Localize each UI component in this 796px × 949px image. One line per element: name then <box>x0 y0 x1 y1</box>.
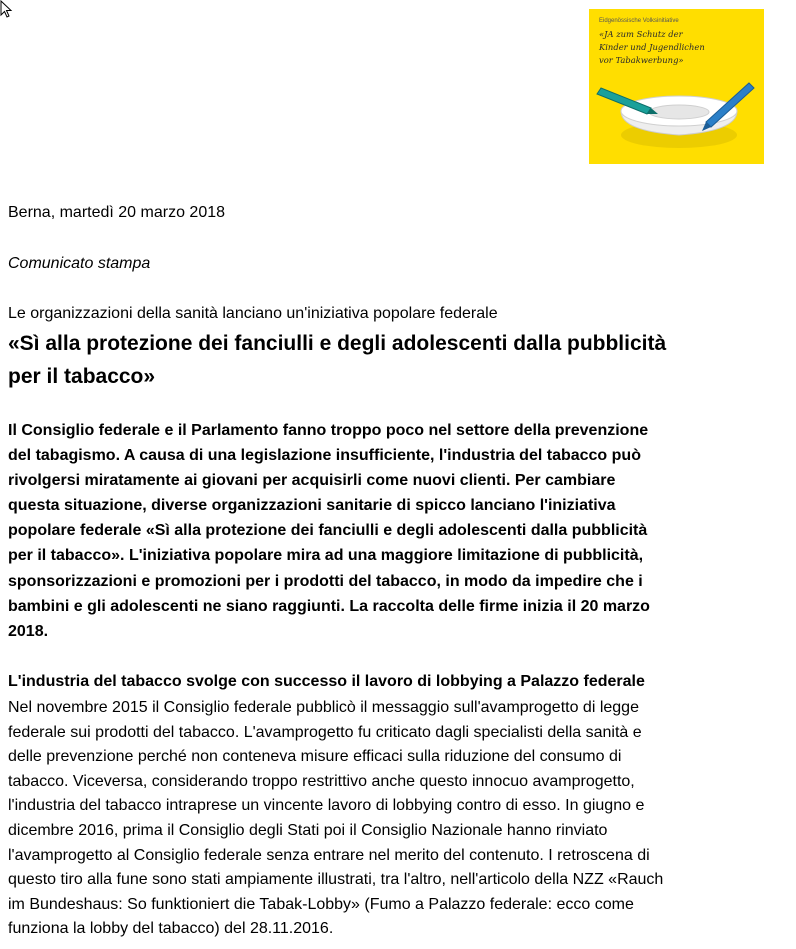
section-heading: L'industria del tabacco svolge con successo il lavoro di lobbying a Palazzo federale <box>8 673 645 690</box>
body-line: questo tiro alla fune sono stati ampiamente illustrati, tra l'altro, nell'articolo della NZZ «Rauch <box>8 871 664 889</box>
lead-line: Il Consiglio federale e il Parlamento fanno troppo poco nel settore della prevenzione <box>8 422 649 439</box>
headline <box>8 327 768 393</box>
headline-line: per il tabacco» <box>8 365 156 388</box>
body-line: funziona la lobby del tabacco) del 28.11.2016. <box>8 920 334 938</box>
lead-line: rivolgersi miratamente ai giovani per acquisirli come nuovi clienti. Per cambiare <box>8 472 616 490</box>
logo-slogan-line: Kinder und Jugendlichen <box>599 42 705 52</box>
lead-paragraph <box>8 418 768 644</box>
dateline: Berna, martedì 20 marzo 2018 <box>8 204 226 221</box>
logo-slogan-line: «JA zum Schutz der <box>599 29 683 39</box>
logo-slogan-line: vor Tabakwerbung» <box>599 55 684 65</box>
body-line: delle prevenzione perché non conteneva misure efficaci sulla riduzione del consumo di <box>8 748 622 766</box>
body-line: tabacco. Viceversa, considerando troppo restrittivo anche questo innocuo avamprogetto, <box>8 772 635 790</box>
lead-line: popolare federale «Sì alla protezione dei fanciulli e degli adolescenti dalla pubblicità <box>8 522 648 540</box>
body-line: federale sui prodotti del tabacco. L'avamprogetto fu criticato dagli specialisti della sanità e <box>8 723 642 741</box>
lead-line: del tabagismo. A causa di una legislazione insufficiente, l'industria del tabacco può <box>8 447 641 465</box>
body-line: Nel novembre 2015 il Consiglio federale pubblicò il messaggio sull'avamprogetto di legge <box>8 699 639 716</box>
ashtray-bowl <box>649 105 709 119</box>
body-line: l'industria del tabacco intraprese un vincente lavoro di lobbying contro di esso. In giugno e <box>8 797 645 815</box>
campaign-logo <box>589 9 764 164</box>
lead-line: questa situazione, diverse organizzazioni sanitarie di spicco lanciano l'iniziativa <box>8 497 616 515</box>
body-paragraph <box>8 696 768 942</box>
logo-slogan <box>599 28 759 67</box>
lead-line: 2018. <box>8 622 49 640</box>
lead-line: per il tabacco». L'iniziativa popolare mira ad una maggiore limitazione di pubblicità, <box>8 547 644 565</box>
document-type: Comunicato stampa <box>8 255 151 272</box>
kicker: Le organizzazioni della sanità lanciano un'iniziativa popolare federale <box>8 305 498 322</box>
headline-line: «Sì alla protezione dei fanciulli e degli adolescenti dalla pubblicità <box>8 332 667 355</box>
logo-small-text: Eidgenössische Volksinitiative <box>599 18 679 24</box>
lead-line: sponsorizzazioni e promozioni per i prodotti del tabacco, in modo da impedire che i <box>8 572 643 590</box>
lead-line: bambini e gli adolescenti ne siano raggiunti. La raccolta delle firme inizia il 20 marzo <box>8 597 650 615</box>
body-line: im Bundeshaus: So funktioniert die Tabak-Lobby» (Fumo a Palazzo federale: ecco come <box>8 895 634 913</box>
body-line: l'avamprogetto al Consiglio federale senza entrare nel merito del contenuto. I retroscena di <box>8 846 650 864</box>
body-line: dicembre 2016, prima il Consiglio degli Stati poi il Consiglio Nazionale hanno rinviato <box>8 821 608 839</box>
ashtray-crayons-illustration <box>589 69 764 164</box>
mouse-cursor-icon <box>0 0 14 20</box>
